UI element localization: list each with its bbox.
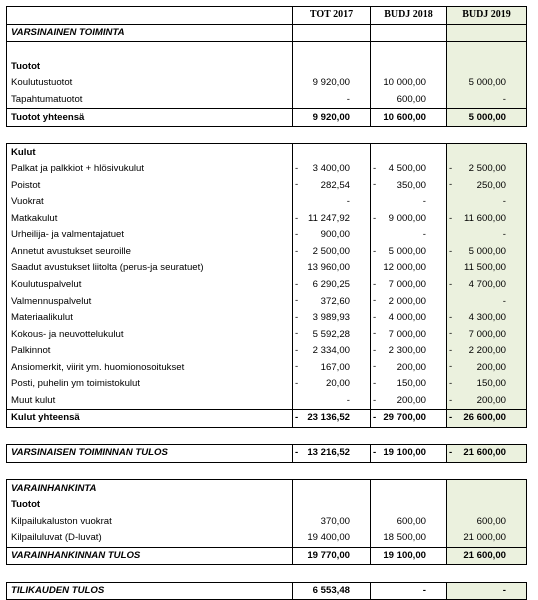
value-text: 2 500,00 [312,245,350,257]
table-row [7,227,527,244]
negative-sign: - [449,278,453,290]
value-budj-2019 [447,161,527,178]
value-text: 9 920,00 [312,111,350,123]
table-row [7,59,527,76]
row-label: Kokous- ja neuvottelukulut [7,326,293,343]
value-budj-2018 [371,293,447,310]
row-label [7,462,293,480]
value-tot-2017 [293,497,371,514]
value-text: - [346,394,350,406]
value-budj-2018 [371,92,447,109]
row-label: Kulut [7,144,293,161]
value-budj-2019 [447,144,527,161]
value-text: - [422,584,426,596]
table-row [7,310,527,327]
negative-sign: - [295,278,299,290]
negative-sign: - [295,162,299,174]
value-budj-2018 [371,359,447,376]
value-budj-2018 [371,260,447,277]
value-text: 23 136,52 [307,412,350,424]
value-text: 26 600,00 [463,412,506,424]
negative-sign: - [295,378,299,390]
value-budj-2019 [447,277,527,294]
header-label-cell [7,7,293,25]
value-tot-2017 [293,565,371,583]
value-budj-2018 [371,343,447,360]
table-row [7,194,527,211]
row-label: Matkakulut [7,211,293,228]
value-text: 350,00 [396,179,426,191]
value-budj-2019 [447,59,527,76]
table-row [7,211,527,228]
value-text: 200,00 [476,394,506,406]
table-row [7,293,527,310]
value-tot-2017 [293,211,371,228]
value-budj-2018 [371,24,447,42]
negative-sign: - [449,361,453,373]
table-row [7,109,527,127]
row-label: VARAINHANKINNAN TULOS [7,547,293,565]
value-text: 2 300,00 [388,345,426,357]
value-text: 11 600,00 [464,212,506,224]
value-budj-2019 [447,24,527,42]
value-budj-2019 [447,75,527,92]
value-tot-2017 [293,410,371,428]
negative-sign: - [373,394,377,406]
value-budj-2018 [371,109,447,127]
row-label [7,565,293,583]
value-tot-2017 [293,293,371,310]
value-tot-2017 [293,109,371,127]
value-budj-2018 [371,177,447,194]
value-tot-2017 [293,42,371,59]
value-budj-2019 [447,480,527,497]
row-label [7,427,293,445]
row-label: Tuotot yhteensä [7,109,293,127]
negative-sign: - [373,295,377,307]
value-text: 21 600,00 [463,447,506,459]
value-budj-2018 [371,547,447,565]
value-text: 5 000,00 [468,77,506,89]
value-tot-2017 [293,513,371,530]
value-budj-2019 [447,326,527,343]
negative-sign: - [449,311,453,323]
value-budj-2019 [447,445,527,463]
value-tot-2017 [293,24,371,42]
value-budj-2019 [447,462,527,480]
value-tot-2017 [293,227,371,244]
negative-sign: - [449,162,453,174]
value-text: - [502,229,506,241]
value-budj-2019 [447,244,527,261]
table-row [7,343,527,360]
value-tot-2017 [293,376,371,393]
negative-sign: - [449,245,453,257]
value-text: 3 989,93 [312,312,350,324]
table-row [7,445,527,463]
row-label: Muut kulut [7,393,293,410]
value-text: 4 000,00 [388,312,426,324]
table-row [7,565,527,583]
value-budj-2019 [447,376,527,393]
value-budj-2018 [371,427,447,445]
value-text: 600,00 [396,94,426,105]
value-text: 2 334,00 [312,345,350,357]
value-tot-2017 [293,343,371,360]
value-text: 600,00 [476,515,506,527]
value-budj-2018 [371,513,447,530]
value-text: 5 000,00 [468,245,506,257]
row-label [7,126,293,144]
negative-sign: - [295,295,299,307]
value-text: 2 200,00 [468,345,506,357]
table-row [7,480,527,497]
negative-sign: - [295,311,299,323]
value-text: 3 400,00 [312,163,350,175]
negative-sign: - [295,245,299,257]
table-row [7,462,527,480]
value-text: 11 500,00 [464,262,506,274]
value-text: 18 500,00 [383,532,426,544]
value-budj-2019 [447,582,527,600]
value-budj-2018 [371,194,447,211]
value-tot-2017 [293,144,371,161]
negative-sign: - [373,412,377,424]
row-label: Kilpailukaluston vuokrat [7,513,293,530]
negative-sign: - [373,162,377,174]
negative-sign: - [373,328,377,340]
table-row [7,393,527,410]
value-text: 5 000,00 [468,111,506,123]
value-budj-2018 [371,42,447,59]
value-budj-2018 [371,445,447,463]
value-text: 2 500,00 [468,163,506,175]
value-budj-2019 [447,393,527,410]
table-row [7,376,527,393]
negative-sign: - [373,447,377,459]
table-row [7,260,527,277]
value-text: - [422,229,426,241]
value-text: 21 000,00 [463,532,506,544]
value-tot-2017 [293,75,371,92]
value-text: 372,60 [320,295,350,307]
value-text: 4 300,00 [468,312,506,324]
value-budj-2018 [371,582,447,600]
value-budj-2018 [371,326,447,343]
row-label: VARSINAISEN TOIMINNAN TULOS [7,445,293,463]
value-text: 19 100,00 [383,549,426,561]
table-row [7,75,527,92]
value-tot-2017 [293,393,371,410]
row-label: TILIKAUDEN TULOS [7,582,293,600]
row-label: Koulutustuotot [7,75,293,92]
row-label: Koulutuspalvelut [7,277,293,294]
value-text: 200,00 [476,361,506,373]
value-text: 200,00 [396,394,426,406]
value-tot-2017 [293,177,371,194]
row-label: Materiaalikulut [7,310,293,327]
table-row [7,42,527,59]
negative-sign: - [373,344,377,356]
negative-sign: - [295,412,299,424]
negative-sign: - [373,179,377,191]
value-tot-2017 [293,260,371,277]
value-tot-2017 [293,359,371,376]
value-text: - [502,584,506,596]
negative-sign: - [373,361,377,373]
value-tot-2017 [293,530,371,547]
negative-sign: - [295,229,299,241]
value-tot-2017 [293,126,371,144]
row-label: Urheilija- ja valmentajatuet [7,227,293,244]
value-budj-2019 [447,497,527,514]
value-text: 7 000,00 [388,328,426,340]
value-budj-2018 [371,59,447,76]
negative-sign: - [373,278,377,290]
value-tot-2017 [293,445,371,463]
value-text: 600,00 [396,515,426,527]
value-tot-2017 [293,582,371,600]
row-label: Posti, puhelin ym toimistokulut [7,376,293,393]
table-row [7,427,527,445]
value-budj-2018 [371,565,447,583]
value-tot-2017 [293,547,371,565]
row-label: Annetut avustukset seuroille [7,244,293,261]
value-tot-2017 [293,161,371,178]
negative-sign: - [295,328,299,340]
value-budj-2019 [447,513,527,530]
value-text: 150,00 [476,378,506,390]
value-budj-2018 [371,126,447,144]
negative-sign: - [449,179,453,191]
row-label: Vuokrat [7,194,293,211]
value-text: 10 600,00 [383,111,426,123]
negative-sign: - [449,344,453,356]
value-text: 20,00 [325,378,350,390]
table-row [7,126,527,144]
value-text: 250,00 [476,179,506,191]
budget-table [6,6,527,600]
negative-sign: - [449,212,453,224]
value-tot-2017 [293,326,371,343]
value-text: - [346,196,350,208]
negative-sign: - [295,361,299,373]
value-text: 9 000,00 [388,212,426,224]
negative-sign: - [449,378,453,390]
value-text: 167,00 [320,361,350,373]
value-budj-2019 [447,194,527,211]
value-text: 6 553,48 [312,584,350,596]
value-budj-2018 [371,75,447,92]
value-budj-2018 [371,410,447,428]
negative-sign: - [295,179,299,191]
table-row [7,24,527,42]
value-text: - [502,295,506,307]
value-budj-2018 [371,211,447,228]
value-text: 6 290,25 [312,279,350,291]
value-tot-2017 [293,480,371,497]
row-label: Ansiomerkit, viirit ym. huomionosoitukset [7,359,293,376]
value-tot-2017 [293,277,371,294]
row-label: VARAINHANKINTA [7,480,293,497]
table-row [7,277,527,294]
value-budj-2018 [371,244,447,261]
header-budj-2018: BUDJ 2018 [371,7,447,25]
table-row [7,513,527,530]
value-text: - [346,94,350,105]
table-row [7,326,527,343]
value-text: 21 600,00 [463,549,506,561]
value-tot-2017 [293,92,371,109]
value-text: 19 770,00 [307,549,350,561]
negative-sign: - [373,311,377,323]
table-row [7,410,527,428]
negative-sign: - [373,212,377,224]
value-budj-2018 [371,393,447,410]
header-tot-2017: TOT 2017 [293,7,371,25]
table-row [7,144,527,161]
value-text: 13 960,00 [307,262,350,274]
negative-sign: - [449,447,453,459]
value-budj-2019 [447,547,527,565]
table-row [7,244,527,261]
value-budj-2019 [447,227,527,244]
negative-sign: - [373,245,377,257]
value-budj-2019 [447,530,527,547]
table-row [7,582,527,600]
value-budj-2019 [447,42,527,59]
value-text: 370,00 [320,515,350,527]
value-tot-2017 [293,310,371,327]
row-label: Palkinnot [7,343,293,360]
negative-sign: - [449,412,453,424]
value-text: 19 100,00 [383,447,426,459]
negative-sign: - [295,344,299,356]
value-text: - [502,94,506,105]
row-label: Kulut yhteensä [7,410,293,428]
value-budj-2019 [447,260,527,277]
value-text: 29 700,00 [383,412,426,424]
value-text: 5 592,28 [312,328,350,340]
value-budj-2019 [447,92,527,109]
value-text: 7 000,00 [468,328,506,340]
value-budj-2018 [371,277,447,294]
table-row [7,359,527,376]
negative-sign: - [449,394,453,406]
value-budj-2019 [447,410,527,428]
value-budj-2019 [447,109,527,127]
value-tot-2017 [293,427,371,445]
value-budj-2018 [371,227,447,244]
value-tot-2017 [293,59,371,76]
value-text: 19 400,00 [307,532,350,544]
row-label: Valmennuspalvelut [7,293,293,310]
value-text: 13 216,52 [307,447,350,459]
value-text: 5 000,00 [388,245,426,257]
value-tot-2017 [293,462,371,480]
value-budj-2018 [371,462,447,480]
value-budj-2018 [371,530,447,547]
value-budj-2018 [371,376,447,393]
negative-sign: - [449,328,453,340]
value-budj-2018 [371,161,447,178]
value-budj-2019 [447,359,527,376]
row-label: VARSINAINEN TOIMINTA [7,24,293,42]
table-row [7,92,527,109]
value-text: 150,00 [396,378,426,390]
value-budj-2019 [447,211,527,228]
value-text: 11 247,92 [308,212,350,224]
value-text: 9 920,00 [312,77,350,89]
table-row [7,530,527,547]
value-budj-2018 [371,144,447,161]
value-budj-2019 [447,293,527,310]
table-row [7,177,527,194]
value-budj-2019 [447,343,527,360]
negative-sign: - [295,447,299,459]
value-text: 2 000,00 [388,295,426,307]
header-budj-2019: BUDJ 2019 [447,7,527,25]
value-budj-2018 [371,480,447,497]
row-label: Tapahtumatuotot [7,92,293,109]
row-label: Tuotot [7,59,293,76]
table-row [7,161,527,178]
value-tot-2017 [293,244,371,261]
negative-sign: - [295,212,299,224]
value-budj-2019 [447,310,527,327]
value-text: 4 700,00 [468,279,506,291]
value-text: 7 000,00 [388,279,426,291]
row-label: Tuotot [7,497,293,514]
value-text: - [422,196,426,208]
value-text: - [502,196,506,208]
value-budj-2018 [371,497,447,514]
value-budj-2019 [447,427,527,445]
value-budj-2019 [447,177,527,194]
row-label: Saadut avustukset liitolta (perus-ja seuratuet) [7,260,293,277]
value-tot-2017 [293,194,371,211]
negative-sign: - [373,378,377,390]
value-budj-2019 [447,126,527,144]
value-text: 10 000,00 [383,77,426,89]
value-budj-2019 [447,565,527,583]
value-text: 282,54 [320,179,350,191]
row-label: Kilpailuluvat (D-luvat) [7,530,293,547]
row-label: Palkat ja palkkiot + hlösivukulut [7,161,293,178]
value-text: 900,00 [320,229,350,241]
table-row [7,547,527,565]
value-text: 12 000,00 [383,262,426,274]
header-row [7,7,527,25]
row-label [7,42,293,59]
value-text: 200,00 [396,361,426,373]
value-text: 4 500,00 [388,163,426,175]
table-row [7,497,527,514]
value-budj-2018 [371,310,447,327]
row-label: Poistot [7,177,293,194]
